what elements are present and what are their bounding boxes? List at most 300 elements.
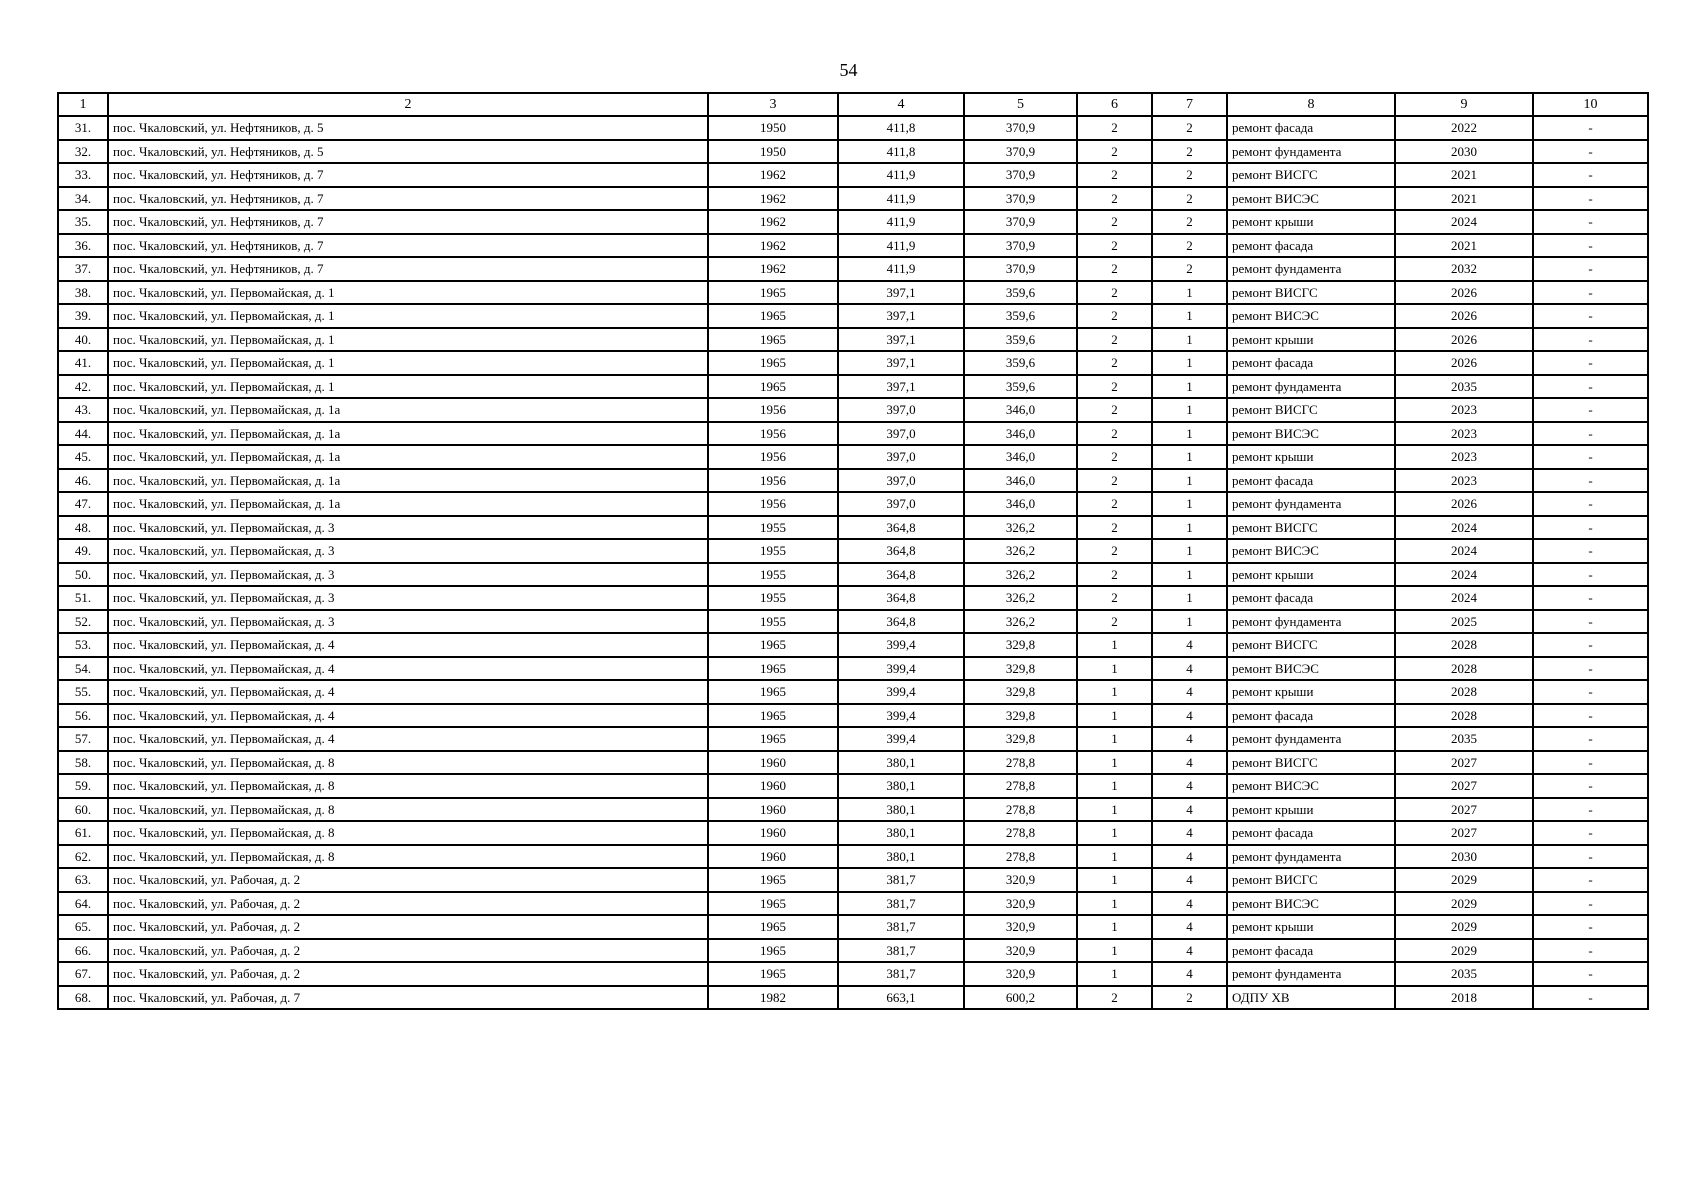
cell-work-type: ремонт фасада bbox=[1227, 469, 1395, 493]
cell-planned-year: 2027 bbox=[1395, 821, 1533, 845]
table-row bbox=[58, 422, 1648, 446]
cell-entrances: 4 bbox=[1152, 774, 1227, 798]
cell-address: пос. Чкаловский, ул. Рабочая, д. 7 bbox=[108, 986, 708, 1010]
cell-note: - bbox=[1533, 516, 1648, 540]
cell-row-number: 36. bbox=[58, 234, 108, 258]
cell-total-area: 411,9 bbox=[838, 187, 964, 211]
cell-build-year: 1962 bbox=[708, 234, 838, 258]
cell-build-year: 1956 bbox=[708, 398, 838, 422]
cell-total-area: 381,7 bbox=[838, 962, 964, 986]
cell-floors: 2 bbox=[1077, 375, 1152, 399]
cell-living-area: 326,2 bbox=[964, 610, 1077, 634]
cell-build-year: 1965 bbox=[708, 892, 838, 916]
cell-work-type: ремонт ВИСЭС bbox=[1227, 304, 1395, 328]
cell-address: пос. Чкаловский, ул. Первомайская, д. 1а bbox=[108, 398, 708, 422]
cell-total-area: 380,1 bbox=[838, 798, 964, 822]
cell-work-type: ремонт крыши bbox=[1227, 328, 1395, 352]
cell-address: пос. Чкаловский, ул. Первомайская, д. 8 bbox=[108, 751, 708, 775]
cell-work-type: ремонт фундамента bbox=[1227, 257, 1395, 281]
cell-total-area: 380,1 bbox=[838, 774, 964, 798]
cell-total-area: 411,9 bbox=[838, 210, 964, 234]
cell-floors: 2 bbox=[1077, 210, 1152, 234]
cell-work-type: ремонт крыши bbox=[1227, 798, 1395, 822]
table-row bbox=[58, 516, 1648, 540]
cell-work-type: ремонт ВИСГС bbox=[1227, 868, 1395, 892]
cell-living-area: 320,9 bbox=[964, 962, 1077, 986]
cell-row-number: 32. bbox=[58, 140, 108, 164]
table-row bbox=[58, 492, 1648, 516]
cell-build-year: 1950 bbox=[708, 116, 838, 140]
column-header: 1 bbox=[58, 93, 108, 116]
cell-build-year: 1955 bbox=[708, 516, 838, 540]
cell-address: пос. Чкаловский, ул. Первомайская, д. 4 bbox=[108, 633, 708, 657]
cell-build-year: 1956 bbox=[708, 469, 838, 493]
cell-floors: 2 bbox=[1077, 610, 1152, 634]
cell-living-area: 278,8 bbox=[964, 774, 1077, 798]
cell-floors: 1 bbox=[1077, 798, 1152, 822]
cell-row-number: 64. bbox=[58, 892, 108, 916]
cell-row-number: 67. bbox=[58, 962, 108, 986]
cell-planned-year: 2021 bbox=[1395, 163, 1533, 187]
cell-planned-year: 2028 bbox=[1395, 657, 1533, 681]
table-row bbox=[58, 116, 1648, 140]
cell-living-area: 359,6 bbox=[964, 328, 1077, 352]
cell-work-type: ремонт ВИСГС bbox=[1227, 281, 1395, 305]
cell-total-area: 397,0 bbox=[838, 445, 964, 469]
cell-build-year: 1960 bbox=[708, 774, 838, 798]
cell-note: - bbox=[1533, 680, 1648, 704]
cell-total-area: 399,4 bbox=[838, 727, 964, 751]
table-row bbox=[58, 163, 1648, 187]
cell-address: пос. Чкаловский, ул. Первомайская, д. 1 bbox=[108, 351, 708, 375]
cell-floors: 1 bbox=[1077, 704, 1152, 728]
cell-address: пос. Чкаловский, ул. Первомайская, д. 3 bbox=[108, 586, 708, 610]
cell-work-type: ремонт фундамента bbox=[1227, 727, 1395, 751]
cell-planned-year: 2026 bbox=[1395, 328, 1533, 352]
cell-living-area: 326,2 bbox=[964, 586, 1077, 610]
cell-living-area: 278,8 bbox=[964, 821, 1077, 845]
column-header: 7 bbox=[1152, 93, 1227, 116]
cell-note: - bbox=[1533, 328, 1648, 352]
cell-address: пос. Чкаловский, ул. Нефтяников, д. 7 bbox=[108, 210, 708, 234]
column-header: 8 bbox=[1227, 93, 1395, 116]
cell-work-type: ОДПУ ХВ bbox=[1227, 986, 1395, 1010]
cell-total-area: 364,8 bbox=[838, 516, 964, 540]
cell-floors: 1 bbox=[1077, 680, 1152, 704]
cell-planned-year: 2028 bbox=[1395, 633, 1533, 657]
cell-entrances: 2 bbox=[1152, 163, 1227, 187]
column-header: 9 bbox=[1395, 93, 1533, 116]
table-row bbox=[58, 398, 1648, 422]
cell-build-year: 1965 bbox=[708, 727, 838, 751]
cell-address: пос. Чкаловский, ул. Первомайская, д. 3 bbox=[108, 563, 708, 587]
cell-entrances: 4 bbox=[1152, 751, 1227, 775]
cell-build-year: 1965 bbox=[708, 704, 838, 728]
cell-total-area: 411,9 bbox=[838, 257, 964, 281]
cell-planned-year: 2024 bbox=[1395, 539, 1533, 563]
cell-row-number: 55. bbox=[58, 680, 108, 704]
cell-living-area: 346,0 bbox=[964, 492, 1077, 516]
cell-row-number: 68. bbox=[58, 986, 108, 1010]
cell-work-type: ремонт крыши bbox=[1227, 915, 1395, 939]
cell-build-year: 1956 bbox=[708, 422, 838, 446]
cell-work-type: ремонт ВИСГС bbox=[1227, 751, 1395, 775]
cell-floors: 2 bbox=[1077, 986, 1152, 1010]
cell-total-area: 397,1 bbox=[838, 328, 964, 352]
cell-address: пос. Чкаловский, ул. Первомайская, д. 1а bbox=[108, 445, 708, 469]
cell-address: пос. Чкаловский, ул. Первомайская, д. 1 bbox=[108, 375, 708, 399]
cell-living-area: 278,8 bbox=[964, 798, 1077, 822]
cell-planned-year: 2027 bbox=[1395, 798, 1533, 822]
cell-note: - bbox=[1533, 304, 1648, 328]
cell-address: пос. Чкаловский, ул. Рабочая, д. 2 bbox=[108, 939, 708, 963]
cell-address: пос. Чкаловский, ул. Первомайская, д. 8 bbox=[108, 821, 708, 845]
cell-entrances: 1 bbox=[1152, 304, 1227, 328]
cell-build-year: 1962 bbox=[708, 257, 838, 281]
cell-planned-year: 2028 bbox=[1395, 704, 1533, 728]
cell-entrances: 1 bbox=[1152, 539, 1227, 563]
cell-entrances: 2 bbox=[1152, 116, 1227, 140]
cell-work-type: ремонт фундамента bbox=[1227, 610, 1395, 634]
cell-planned-year: 2030 bbox=[1395, 845, 1533, 869]
cell-living-area: 346,0 bbox=[964, 445, 1077, 469]
cell-floors: 1 bbox=[1077, 868, 1152, 892]
cell-address: пос. Чкаловский, ул. Первомайская, д. 1а bbox=[108, 492, 708, 516]
cell-build-year: 1956 bbox=[708, 492, 838, 516]
cell-build-year: 1965 bbox=[708, 939, 838, 963]
table-row bbox=[58, 469, 1648, 493]
cell-floors: 2 bbox=[1077, 563, 1152, 587]
cell-living-area: 346,0 bbox=[964, 398, 1077, 422]
cell-row-number: 31. bbox=[58, 116, 108, 140]
cell-note: - bbox=[1533, 798, 1648, 822]
cell-entrances: 4 bbox=[1152, 657, 1227, 681]
cell-living-area: 359,6 bbox=[964, 304, 1077, 328]
cell-planned-year: 2025 bbox=[1395, 610, 1533, 634]
cell-row-number: 33. bbox=[58, 163, 108, 187]
cell-living-area: 600,2 bbox=[964, 986, 1077, 1010]
cell-row-number: 47. bbox=[58, 492, 108, 516]
cell-total-area: 399,4 bbox=[838, 657, 964, 681]
cell-note: - bbox=[1533, 375, 1648, 399]
cell-address: пос. Чкаловский, ул. Первомайская, д. 1 bbox=[108, 304, 708, 328]
cell-note: - bbox=[1533, 657, 1648, 681]
cell-living-area: 329,8 bbox=[964, 633, 1077, 657]
cell-note: - bbox=[1533, 986, 1648, 1010]
table-row bbox=[58, 774, 1648, 798]
cell-row-number: 45. bbox=[58, 445, 108, 469]
header-row bbox=[58, 93, 1648, 116]
cell-living-area: 359,6 bbox=[964, 375, 1077, 399]
cell-entrances: 2 bbox=[1152, 257, 1227, 281]
cell-floors: 1 bbox=[1077, 821, 1152, 845]
cell-address: пос. Чкаловский, ул. Нефтяников, д. 5 bbox=[108, 116, 708, 140]
table-row bbox=[58, 633, 1648, 657]
cell-note: - bbox=[1533, 610, 1648, 634]
cell-row-number: 35. bbox=[58, 210, 108, 234]
cell-entrances: 4 bbox=[1152, 821, 1227, 845]
cell-living-area: 359,6 bbox=[964, 281, 1077, 305]
cell-living-area: 359,6 bbox=[964, 351, 1077, 375]
cell-planned-year: 2026 bbox=[1395, 351, 1533, 375]
cell-address: пос. Чкаловский, ул. Первомайская, д. 4 bbox=[108, 704, 708, 728]
cell-planned-year: 2023 bbox=[1395, 398, 1533, 422]
table-row bbox=[58, 657, 1648, 681]
cell-address: пос. Чкаловский, ул. Первомайская, д. 3 bbox=[108, 610, 708, 634]
cell-work-type: ремонт фундамента bbox=[1227, 492, 1395, 516]
cell-note: - bbox=[1533, 234, 1648, 258]
cell-planned-year: 2035 bbox=[1395, 727, 1533, 751]
cell-planned-year: 2021 bbox=[1395, 187, 1533, 211]
cell-address: пос. Чкаловский, ул. Первомайская, д. 4 bbox=[108, 680, 708, 704]
cell-build-year: 1960 bbox=[708, 845, 838, 869]
cell-floors: 2 bbox=[1077, 257, 1152, 281]
cell-note: - bbox=[1533, 187, 1648, 211]
cell-floors: 1 bbox=[1077, 892, 1152, 916]
cell-total-area: 364,8 bbox=[838, 563, 964, 587]
table-row bbox=[58, 304, 1648, 328]
cell-living-area: 320,9 bbox=[964, 892, 1077, 916]
cell-entrances: 2 bbox=[1152, 234, 1227, 258]
cell-floors: 1 bbox=[1077, 657, 1152, 681]
cell-build-year: 1955 bbox=[708, 586, 838, 610]
cell-living-area: 326,2 bbox=[964, 516, 1077, 540]
cell-planned-year: 2029 bbox=[1395, 915, 1533, 939]
cell-address: пос. Чкаловский, ул. Первомайская, д. 8 bbox=[108, 845, 708, 869]
cell-note: - bbox=[1533, 962, 1648, 986]
cell-build-year: 1960 bbox=[708, 821, 838, 845]
cell-planned-year: 2026 bbox=[1395, 304, 1533, 328]
cell-total-area: 397,1 bbox=[838, 281, 964, 305]
table-row bbox=[58, 445, 1648, 469]
table-row bbox=[58, 845, 1648, 869]
cell-build-year: 1955 bbox=[708, 563, 838, 587]
cell-note: - bbox=[1533, 469, 1648, 493]
cell-total-area: 411,8 bbox=[838, 116, 964, 140]
cell-row-number: 39. bbox=[58, 304, 108, 328]
cell-note: - bbox=[1533, 892, 1648, 916]
cell-work-type: ремонт крыши bbox=[1227, 210, 1395, 234]
cell-address: пос. Чкаловский, ул. Первомайская, д. 1 bbox=[108, 328, 708, 352]
cell-entrances: 4 bbox=[1152, 680, 1227, 704]
cell-row-number: 34. bbox=[58, 187, 108, 211]
table-row bbox=[58, 798, 1648, 822]
cell-note: - bbox=[1533, 445, 1648, 469]
cell-row-number: 48. bbox=[58, 516, 108, 540]
cell-address: пос. Чкаловский, ул. Первомайская, д. 8 bbox=[108, 798, 708, 822]
table-row bbox=[58, 680, 1648, 704]
cell-planned-year: 2023 bbox=[1395, 422, 1533, 446]
cell-entrances: 1 bbox=[1152, 492, 1227, 516]
cell-work-type: ремонт фасада bbox=[1227, 821, 1395, 845]
cell-entrances: 2 bbox=[1152, 187, 1227, 211]
table-row bbox=[58, 234, 1648, 258]
cell-living-area: 326,2 bbox=[964, 539, 1077, 563]
cell-planned-year: 2030 bbox=[1395, 140, 1533, 164]
cell-total-area: 663,1 bbox=[838, 986, 964, 1010]
cell-build-year: 1962 bbox=[708, 187, 838, 211]
cell-row-number: 66. bbox=[58, 939, 108, 963]
cell-note: - bbox=[1533, 774, 1648, 798]
cell-total-area: 381,7 bbox=[838, 915, 964, 939]
cell-note: - bbox=[1533, 845, 1648, 869]
table-row bbox=[58, 140, 1648, 164]
cell-build-year: 1956 bbox=[708, 445, 838, 469]
cell-row-number: 43. bbox=[58, 398, 108, 422]
cell-row-number: 49. bbox=[58, 539, 108, 563]
table-row bbox=[58, 563, 1648, 587]
cell-work-type: ремонт ВИСЭС bbox=[1227, 539, 1395, 563]
cell-floors: 2 bbox=[1077, 163, 1152, 187]
cell-total-area: 364,8 bbox=[838, 610, 964, 634]
cell-floors: 2 bbox=[1077, 539, 1152, 563]
cell-address: пос. Чкаловский, ул. Первомайская, д. 1 bbox=[108, 281, 708, 305]
cell-address: пос. Чкаловский, ул. Нефтяников, д. 7 bbox=[108, 187, 708, 211]
cell-work-type: ремонт ВИСГС bbox=[1227, 398, 1395, 422]
page-number: 54 bbox=[839, 60, 858, 80]
cell-living-area: 329,8 bbox=[964, 704, 1077, 728]
cell-row-number: 52. bbox=[58, 610, 108, 634]
table-row bbox=[58, 281, 1648, 305]
cell-entrances: 4 bbox=[1152, 727, 1227, 751]
cell-floors: 1 bbox=[1077, 751, 1152, 775]
cell-entrances: 4 bbox=[1152, 798, 1227, 822]
cell-row-number: 41. bbox=[58, 351, 108, 375]
cell-build-year: 1965 bbox=[708, 304, 838, 328]
cell-note: - bbox=[1533, 422, 1648, 446]
cell-address: пос. Чкаловский, ул. Первомайская, д. 3 bbox=[108, 539, 708, 563]
cell-work-type: ремонт крыши bbox=[1227, 680, 1395, 704]
cell-living-area: 346,0 bbox=[964, 469, 1077, 493]
cell-entrances: 1 bbox=[1152, 422, 1227, 446]
cell-build-year: 1962 bbox=[708, 163, 838, 187]
cell-floors: 2 bbox=[1077, 328, 1152, 352]
table-row bbox=[58, 868, 1648, 892]
cell-total-area: 397,0 bbox=[838, 422, 964, 446]
cell-row-number: 51. bbox=[58, 586, 108, 610]
cell-note: - bbox=[1533, 939, 1648, 963]
cell-total-area: 397,0 bbox=[838, 469, 964, 493]
cell-note: - bbox=[1533, 116, 1648, 140]
cell-planned-year: 2026 bbox=[1395, 492, 1533, 516]
cell-entrances: 4 bbox=[1152, 962, 1227, 986]
cell-note: - bbox=[1533, 727, 1648, 751]
cell-build-year: 1960 bbox=[708, 798, 838, 822]
column-header: 5 bbox=[964, 93, 1077, 116]
cell-row-number: 50. bbox=[58, 563, 108, 587]
column-header: 10 bbox=[1533, 93, 1648, 116]
cell-living-area: 329,8 bbox=[964, 657, 1077, 681]
table-row bbox=[58, 187, 1648, 211]
cell-planned-year: 2024 bbox=[1395, 516, 1533, 540]
cell-living-area: 320,9 bbox=[964, 915, 1077, 939]
cell-row-number: 62. bbox=[58, 845, 108, 869]
cell-build-year: 1962 bbox=[708, 210, 838, 234]
cell-entrances: 1 bbox=[1152, 469, 1227, 493]
cell-address: пос. Чкаловский, ул. Рабочая, д. 2 bbox=[108, 868, 708, 892]
cell-address: пос. Чкаловский, ул. Рабочая, д. 2 bbox=[108, 962, 708, 986]
cell-floors: 2 bbox=[1077, 492, 1152, 516]
table-row bbox=[58, 939, 1648, 963]
cell-planned-year: 2029 bbox=[1395, 939, 1533, 963]
cell-total-area: 397,1 bbox=[838, 351, 964, 375]
column-header: 2 bbox=[108, 93, 708, 116]
cell-entrances: 1 bbox=[1152, 281, 1227, 305]
cell-work-type: ремонт фундамента bbox=[1227, 375, 1395, 399]
cell-floors: 2 bbox=[1077, 234, 1152, 258]
cell-entrances: 1 bbox=[1152, 610, 1227, 634]
cell-address: пос. Чкаловский, ул. Нефтяников, д. 7 bbox=[108, 257, 708, 281]
column-header: 6 bbox=[1077, 93, 1152, 116]
cell-note: - bbox=[1533, 257, 1648, 281]
cell-work-type: ремонт ВИСЭС bbox=[1227, 892, 1395, 916]
cell-entrances: 1 bbox=[1152, 586, 1227, 610]
cell-row-number: 38. bbox=[58, 281, 108, 305]
cell-entrances: 4 bbox=[1152, 915, 1227, 939]
cell-work-type: ремонт ВИСГС bbox=[1227, 633, 1395, 657]
cell-total-area: 381,7 bbox=[838, 868, 964, 892]
cell-floors: 2 bbox=[1077, 586, 1152, 610]
cell-entrances: 2 bbox=[1152, 210, 1227, 234]
cell-planned-year: 2024 bbox=[1395, 586, 1533, 610]
table-row bbox=[58, 375, 1648, 399]
cell-entrances: 4 bbox=[1152, 633, 1227, 657]
cell-address: пос. Чкаловский, ул. Первомайская, д. 1а bbox=[108, 422, 708, 446]
table-row bbox=[58, 727, 1648, 751]
cell-total-area: 397,0 bbox=[838, 398, 964, 422]
cell-entrances: 2 bbox=[1152, 140, 1227, 164]
cell-total-area: 399,4 bbox=[838, 704, 964, 728]
cell-work-type: ремонт фасада bbox=[1227, 939, 1395, 963]
cell-row-number: 44. bbox=[58, 422, 108, 446]
cell-floors: 1 bbox=[1077, 845, 1152, 869]
cell-entrances: 1 bbox=[1152, 398, 1227, 422]
cell-entrances: 4 bbox=[1152, 939, 1227, 963]
cell-work-type: ремонт фасада bbox=[1227, 234, 1395, 258]
cell-build-year: 1965 bbox=[708, 962, 838, 986]
cell-planned-year: 2026 bbox=[1395, 281, 1533, 305]
cell-living-area: 329,8 bbox=[964, 680, 1077, 704]
cell-build-year: 1965 bbox=[708, 915, 838, 939]
cell-row-number: 61. bbox=[58, 821, 108, 845]
cell-floors: 2 bbox=[1077, 281, 1152, 305]
cell-row-number: 57. bbox=[58, 727, 108, 751]
cell-note: - bbox=[1533, 398, 1648, 422]
cell-build-year: 1965 bbox=[708, 868, 838, 892]
cell-planned-year: 2024 bbox=[1395, 210, 1533, 234]
cell-address: пос. Чкаловский, ул. Первомайская, д. 4 bbox=[108, 727, 708, 751]
cell-address: пос. Чкаловский, ул. Нефтяников, д. 7 bbox=[108, 163, 708, 187]
cell-address: пос. Чкаловский, ул. Первомайская, д. 3 bbox=[108, 516, 708, 540]
cell-total-area: 411,8 bbox=[838, 140, 964, 164]
cell-planned-year: 2023 bbox=[1395, 445, 1533, 469]
table-row bbox=[58, 704, 1648, 728]
cell-build-year: 1982 bbox=[708, 986, 838, 1010]
cell-build-year: 1965 bbox=[708, 680, 838, 704]
table-row bbox=[58, 751, 1648, 775]
cell-address: пос. Чкаловский, ул. Первомайская, д. 1а bbox=[108, 469, 708, 493]
cell-floors: 2 bbox=[1077, 422, 1152, 446]
cell-entrances: 1 bbox=[1152, 328, 1227, 352]
cell-note: - bbox=[1533, 633, 1648, 657]
cell-entrances: 1 bbox=[1152, 375, 1227, 399]
cell-floors: 2 bbox=[1077, 140, 1152, 164]
cell-planned-year: 2029 bbox=[1395, 892, 1533, 916]
cell-row-number: 46. bbox=[58, 469, 108, 493]
table-row bbox=[58, 962, 1648, 986]
cell-planned-year: 2021 bbox=[1395, 234, 1533, 258]
cell-total-area: 380,1 bbox=[838, 751, 964, 775]
